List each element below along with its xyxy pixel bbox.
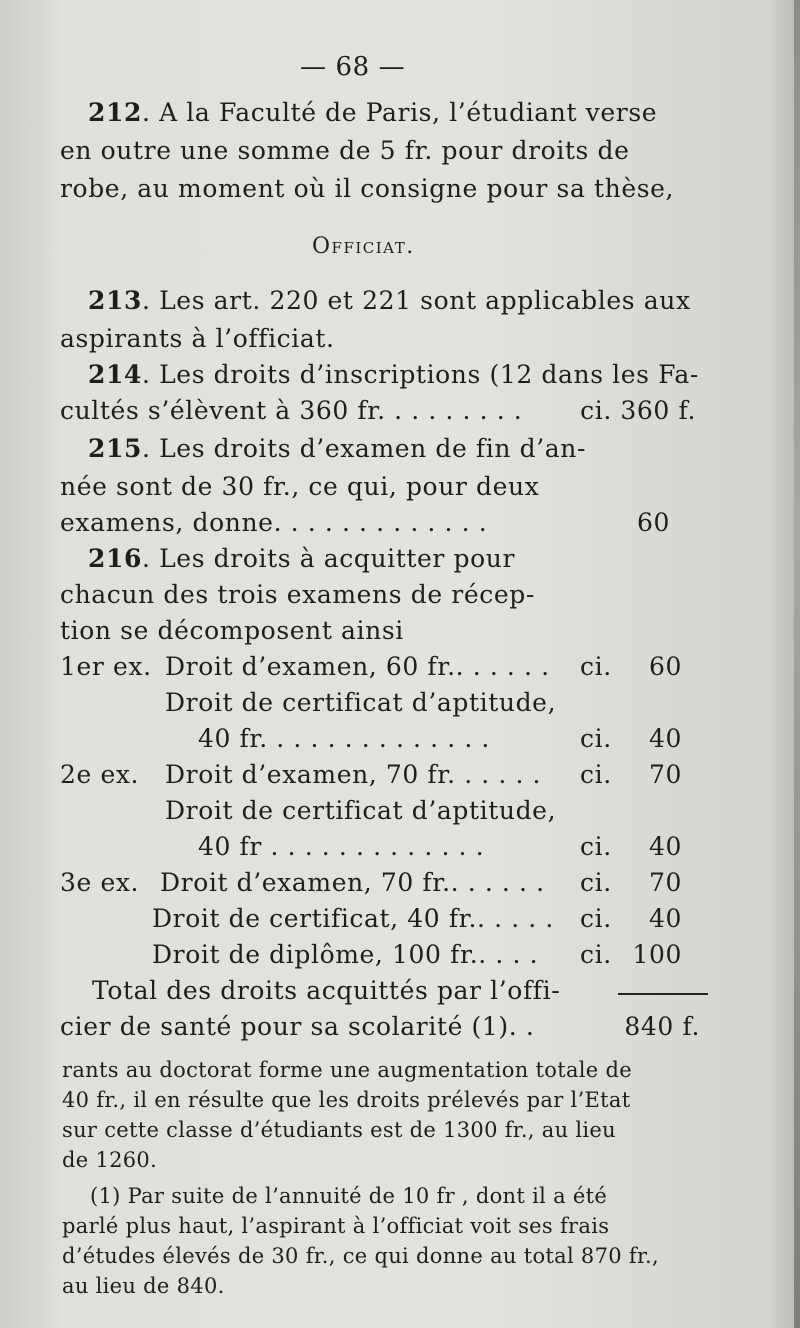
exam-row-text: Droit de certificat d’aptitude, xyxy=(165,796,557,825)
exam-row-amount: 100 xyxy=(632,940,682,969)
exam-row-text: 40 fr . . . . . . . . . . . . . xyxy=(198,832,485,861)
paragraph-215-amount: 60 xyxy=(636,508,670,537)
paragraph-214-amount: ci. 360 f. xyxy=(580,396,696,425)
total-line-1: Total des droits acquittés par l’offi- xyxy=(92,976,561,1005)
exam-row-text: 40 fr. . . . . . . . . . . . . . xyxy=(198,724,490,753)
exam-row-amount: 40 xyxy=(648,724,682,753)
paragraph-214-text: . Les droits d’inscriptions (12 dans les Fa- xyxy=(142,360,699,389)
exam-row-ci: ci. xyxy=(580,868,612,897)
total-line-2: cier de santé pour sa scolarité (1). . xyxy=(60,1012,535,1041)
footnote-1-line-4: au lieu de 840. xyxy=(62,1274,225,1298)
paragraph-215-line-3: examens, donne. . . . . . . . . . . . . xyxy=(60,508,488,537)
exam-row-text: Droit de certificat, 40 fr.. . . . . xyxy=(152,904,554,933)
section-title-officiat: Officiat. xyxy=(312,234,415,259)
footnote-continued-line-1: rants au doctorat forme une augmentation totale de xyxy=(62,1058,632,1082)
paragraph-215-line-1 xyxy=(88,434,586,463)
footnote-1-line-2: parlé plus haut, l’aspirant à l’officiat voit ses frais xyxy=(62,1214,610,1238)
footnote-continued-line-3: sur cette classe d’étudiants est de 1300 fr., au lieu xyxy=(62,1118,616,1142)
exam-row-ci: ci. xyxy=(580,652,612,681)
sum-rule xyxy=(618,993,708,995)
exam-row-text: Droit d’examen, 60 fr.. . . . . . xyxy=(165,652,550,681)
footnote-1-line-1: (1) Par suite de l’annuité de 10 fr , dont il a été xyxy=(90,1184,608,1208)
exam-row-ci: ci. xyxy=(580,724,612,753)
exam-row-text: Droit d’examen, 70 fr.. . . . . . xyxy=(160,868,545,897)
page-edge-shadow xyxy=(794,0,800,1328)
article-number-215: 215 xyxy=(88,434,142,463)
footnote-1-line-3: d’études élevés de 30 fr., ce qui donne au total 870 fr., xyxy=(62,1244,659,1268)
paragraph-216-line-1 xyxy=(88,544,515,573)
exam-row-ci: ci. xyxy=(580,832,612,861)
exam-row-text: Droit de diplôme, 100 fr.. . . . xyxy=(152,940,539,969)
paragraph-212-line-2: en outre une somme de 5 fr. pour droits de xyxy=(60,136,630,165)
exam-row-amount: 40 xyxy=(648,904,682,933)
exam-row-ci: ci. xyxy=(580,904,612,933)
total-amount: 840 f. xyxy=(624,1012,700,1041)
exam-row-amount: 40 xyxy=(648,832,682,861)
page-number: — 68 — xyxy=(300,52,406,82)
paragraph-213-line-2: aspirants à l’officiat. xyxy=(60,324,335,353)
article-number-213: 213 xyxy=(88,286,142,315)
footnote-continued-line-2: 40 fr., il en résulte que les droits prélevés par l’Etat xyxy=(62,1088,631,1112)
exam-row-amount: 70 xyxy=(648,760,682,789)
paragraph-213-text: . Les art. 220 et 221 sont applicables aux xyxy=(142,286,691,315)
article-number-216: 216 xyxy=(88,544,142,573)
exam-row-ci: ci. xyxy=(580,760,612,789)
paragraph-212-text: . A la Faculté de Paris, l’étudiant verse xyxy=(142,98,658,127)
article-number-212: 212 xyxy=(88,98,142,127)
exam-2-label: 2e ex. xyxy=(60,760,140,789)
exam-1-label: 1er ex. xyxy=(60,652,152,681)
exam-row-text: Droit de certificat d’aptitude, xyxy=(165,688,557,717)
exam-row-text: Droit d’examen, 70 fr. . . . . . xyxy=(165,760,542,789)
paragraph-216-line-2: chacun des trois examens de récep- xyxy=(60,580,535,609)
paragraph-214-line-2: cultés s’élèvent à 360 fr. . . . . . . . . xyxy=(60,396,523,425)
exam-row-ci: ci. xyxy=(580,940,612,969)
paragraph-216-line-3: tion se décomposent ainsi xyxy=(60,616,404,645)
paragraph-215-text: . Les droits d’examen de fin d’an- xyxy=(142,434,587,463)
exam-3-label: 3e ex. xyxy=(60,868,140,897)
paragraph-215-line-2: née sont de 30 fr., ce qui, pour deux xyxy=(60,472,540,501)
paragraph-213-line-1 xyxy=(88,286,691,315)
paragraph-214-line-1 xyxy=(88,360,699,389)
paragraph-212-line-1 xyxy=(88,98,657,127)
exam-row-amount: 60 xyxy=(648,652,682,681)
article-number-214: 214 xyxy=(88,360,142,389)
paragraph-212-line-3: robe, au moment où il consigne pour sa thèse, xyxy=(60,174,675,203)
exam-row-amount: 70 xyxy=(648,868,682,897)
paragraph-216-text: . Les droits à acquitter pour xyxy=(142,544,516,573)
footnote-continued-line-4: de 1260. xyxy=(62,1148,158,1172)
